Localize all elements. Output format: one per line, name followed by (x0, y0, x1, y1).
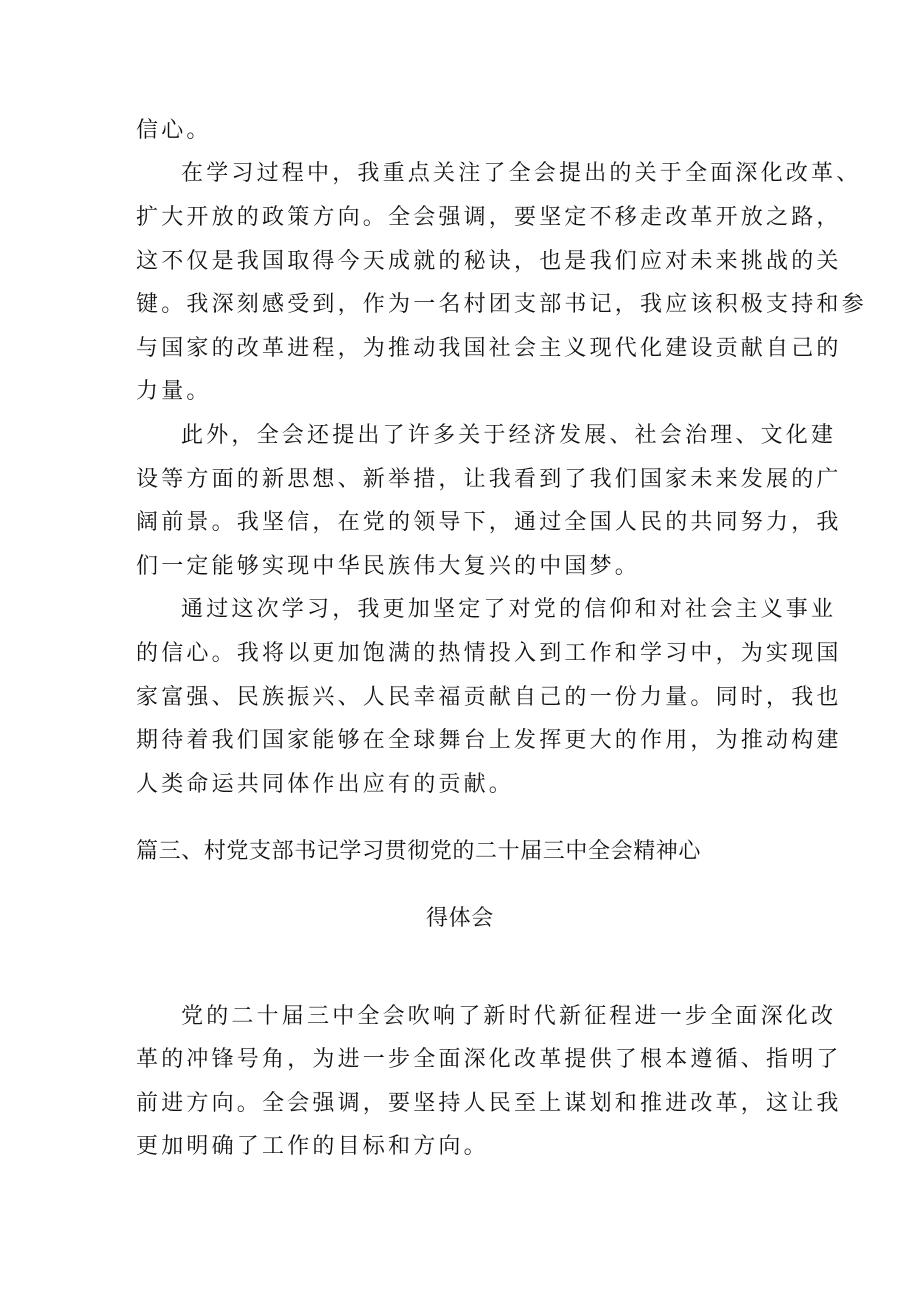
paragraph-line: 这不仅是我国取得今天成就的秘诀，也是我们应对未来挑战的关 (136, 249, 842, 274)
paragraph-line: 此外，全会还提出了许多关于经济发展、社会治理、文化建 (181, 423, 837, 448)
paragraph-line: 扩大开放的政策方向。全会强调，要坚定不移走改革开放之路， (136, 205, 842, 230)
paragraph-line: 的信心。我将以更加饱满的热情投入到工作和学习中，为实现国 (136, 641, 842, 666)
section-heading-continuation: 得体会 (426, 906, 494, 931)
paragraph-line: 设等方面的新思想、新举措，让我看到了我们国家未来发展的广 (136, 467, 842, 492)
paragraph-line: 信心。 (136, 118, 212, 143)
paragraph-line: 键。我深刻感受到，作为一名村团支部书记，我应该积极支持和参 (136, 292, 867, 317)
paragraph-line: 与国家的改革进程，为推动我国社会主义现代化建设贡献自己的 (136, 336, 842, 361)
paragraph-line: 们一定能够实现中华民族伟大复兴的中国梦。 (136, 554, 641, 579)
paragraph-line: 家富强、民族振兴、人民幸福贡献自己的一份力量。同时，我也 (136, 685, 842, 710)
paragraph-line: 人类命运共同体作出应有的贡献。 (136, 772, 515, 797)
paragraph-line: 通过这次学习，我更加坚定了对党的信仰和对社会主义事业 (181, 597, 837, 622)
paragraph-line: 更加明确了工作的目标和方向。 (136, 1134, 489, 1159)
paragraph-line: 期待着我们国家能够在全球舞台上发挥更大的作用，为推动构建 (136, 728, 842, 753)
paragraph-line: 力量。 (136, 379, 212, 404)
paragraph-line: 党的二十届三中全会吹响了新时代新征程进一步全面深化改 (181, 1004, 837, 1029)
paragraph-line: 革的冲锋号角，为进一步全面深化改革提供了根本遵循、指明了 (136, 1047, 842, 1072)
paragraph-line: 前进方向。全会强调，要坚持人民至上谋划和推进改革，这让我 (136, 1091, 842, 1116)
section-heading: 篇三、村党支部书记学习贯彻党的二十届三中全会精神心 (136, 839, 702, 864)
paragraph-line: 阔前景。我坚信，在党的领导下，通过全国人民的共同努力，我 (136, 510, 842, 535)
paragraph-line: 在学习过程中，我重点关注了全会提出的关于全面深化改革、 (181, 161, 862, 186)
